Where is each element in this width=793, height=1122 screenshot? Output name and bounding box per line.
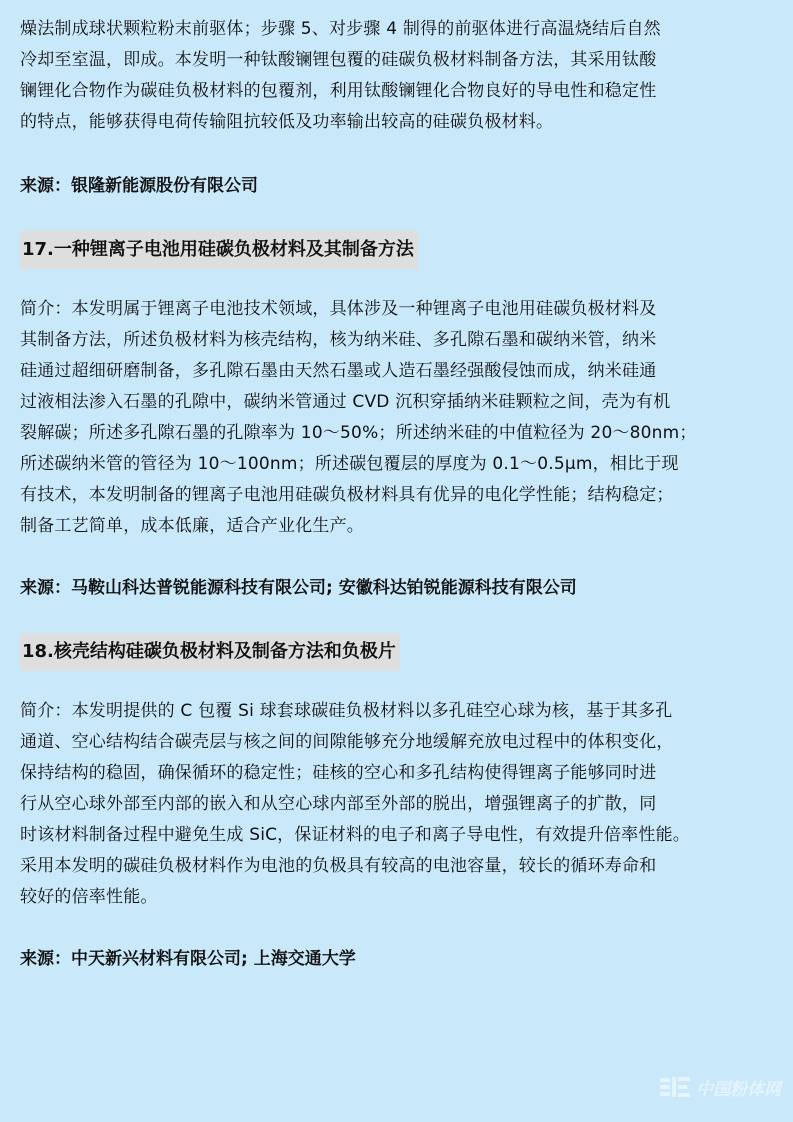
paragraph-line: 行从空心球外部至内部的嵌入和从空心球内部至外部的脱出，增强锂离子的扩散，同 (20, 794, 657, 814)
paragraph-line: 的特点，能够获得电荷传输阻抗较低及功率输出较高的硅碳负极材料。 (20, 112, 554, 132)
paragraph-line: 裂解碳；所述多孔隙石墨的孔隙率为 10～50%；所述纳米硅的中值粒径为 20～80nm； (20, 423, 697, 443)
paragraph-line: 有技术，本发明制备的锂离子电池用硅碳负极材料具有优异的电化学性能；结构稳定； (20, 485, 674, 505)
paragraph-line: 较好的倍率性能。 (20, 887, 158, 907)
paragraph-line: 保持结构的稳固，确保循环的稳定性；硅核的空心和多孔结构使得锂离子能够同时进 (20, 763, 657, 783)
section-18-heading: 18.核壳结构硅碳负极材料及制备方法和负极片 (20, 633, 400, 671)
paragraph-line: 通道、空心结构结合碳壳层与核之间的间隙能够充分地缓解充放电过程中的体积变化， (20, 732, 674, 752)
intro-source: 来源：银隆新能源股份有限公司 (20, 176, 258, 196)
paragraph-line: 其制备方法，所述负极材料为核壳结构，核为纳米硅、多孔隙石墨和碳纳米管，纳米 (20, 330, 657, 350)
paragraph-line: 燥法制成球状颗粒粉末前驱体；步骤 5、对步骤 4 制得的前驱体进行高温烧结后自然 (20, 19, 661, 39)
watermark-text: 中国粉体网 (696, 1079, 781, 1100)
section-17-source: 来源：马鞍山科达普锐能源科技有限公司; 安徽科达铂锐能源科技有限公司 (20, 578, 577, 598)
paragraph-line: 采用本发明的碳硅负极材料作为电池的负极具有较高的电池容量，较长的循环寿命和 (20, 856, 657, 876)
section-18-source: 来源：中天新兴材料有限公司; 上海交通大学 (20, 949, 356, 969)
paragraph-line: 时该材料制备过程中避免生成 SiC，保证材料的电子和离子导电性，有效提升倍率性能。 (20, 825, 690, 845)
paragraph-line: 简介：本发明提供的 C 包覆 Si 球套球碳硅负极材料以多孔硅空心球为核，基于其多孔 (20, 701, 673, 721)
paragraph-line: 过液相法渗入石墨的孔隙中，碳纳米管通过 CVD 沉积穿插纳米硅颗粒之间，壳为有机 (20, 392, 671, 412)
document-body (20, 14, 780, 975)
paragraph-line: 制备工艺简单，成本低廉，适合产业化生产。 (20, 516, 364, 536)
section-18-summary (20, 696, 780, 913)
section-17-summary (20, 294, 780, 542)
paragraph-line: 镧锂化合物作为碳硅负极材料的包覆剂，利用钛酸镧锂化合物良好的导电性和稳定性 (20, 81, 657, 101)
section-17-heading: 17.一种锂离子电池用硅碳负极材料及其制备方法 (20, 231, 418, 269)
watermark (658, 1074, 781, 1100)
paragraph-line: 冷却至室温，即成。本发明一种钛酸镧锂包覆的硅碳负极材料制备方法，其采用钛酸 (20, 50, 657, 70)
intro-paragraph (20, 14, 780, 138)
paragraph-line: 简介：本发明属于锂离子电池技术领域，具体涉及一种锂离子电池用硅碳负极材料及 (20, 299, 657, 319)
paragraph-line: 硅通过超细研磨制备，多孔隙石墨由天然石墨或人造石墨经强酸侵蚀而成，纳米硅通 (20, 361, 657, 381)
cnpowder-logo-icon (658, 1074, 692, 1100)
paragraph-line: 所述碳纳米管的管径为 10～100nm；所述碳包覆层的厚度为 0.1～0.5μm，相比于现 (20, 454, 679, 474)
